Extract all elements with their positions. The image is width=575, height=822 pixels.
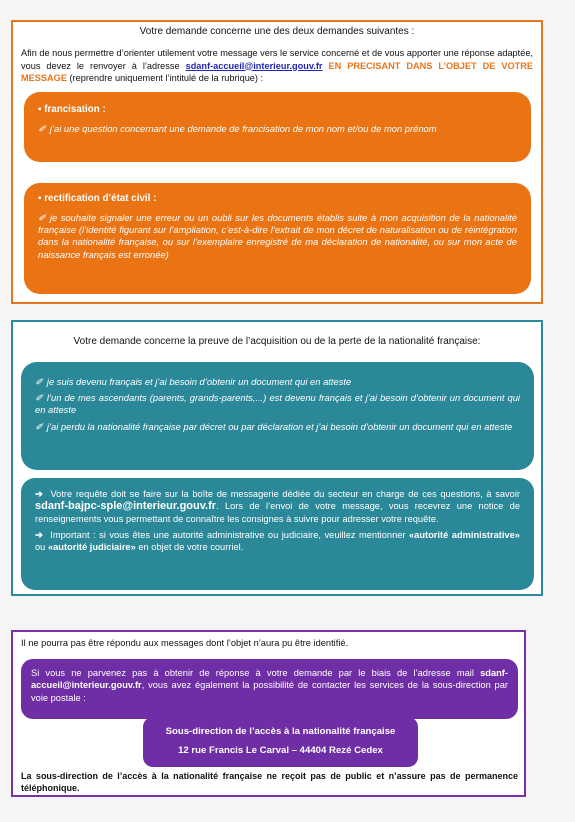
important-label: Important [50,529,90,540]
proof-case-2: ✐ l’un de mes ascendants (parents, grands-parents,...) est devenu français et j’ai besoin d’obtenir un document qui en atteste [35,392,520,416]
rectification-heading: ▪ rectification d’état civil : [38,193,157,204]
proof-case-1: ✐ je suis devenu français et j’ai besoin d’obtenir un document qui en atteste [35,376,352,387]
pencil-icon: ✐ [35,420,43,432]
proof-cases-panel [21,362,534,470]
postal-address-panel [143,717,418,767]
proof-title: Votre demande concerne la preuve de l’acquisition ou de la perte de la nationalité française: [73,336,481,347]
proof-instructions-panel: ➔ Votre requête doit se faire sur la boîte de messagerie dédiée du secteur en charge de ces questions, à savoir sdanf-bajpc-sple@interieur.gouv.fr. Lors de l’envoi de votre message, vous recevrez une notice de renseignements vous permettant de connaître les consignes à suivre pour adresser votre requête. ➔ Important : si vous êtes une autorité administrative ou judiciaire, veuillez mentionner «autorité administrative» ou «autorité judiciaire» en objet de votre courriel. [21,478,534,590]
arrow-right-icon: ➔ [35,489,43,499]
nationality-proof-box [11,320,543,596]
pencil-icon: ✐ [35,392,43,404]
bajpc-email-link[interactable]: sdanf-bajpc-sple@interieur.gouv.fr [35,500,217,513]
francisation-heading: ▪ francisation : [38,104,106,115]
pencil-icon: ✐ [38,212,46,223]
accueil-email-link[interactable]: sdanf-accueil@interieur.gouv.fr [185,60,323,71]
address-line1: Sous-direction de l’accès à la nationalité française [165,726,396,737]
requests-box [11,20,543,304]
francisation-panel [24,92,531,162]
accueil-email-link-2[interactable]: sdanf-accueil@interieur.gouv.fr [31,668,508,691]
rectification-panel [24,183,531,294]
no-public-notice: La sous-direction de l’accès à la nationalité française ne reçoit pas de public et n’assure pas de permanence téléphonique. [21,771,518,793]
francisation-text: j’ai une question concernant une demande de francisation de mon nom et/ou de mon prénom [49,123,437,134]
pencil-icon: ✐ [38,123,46,134]
requests-title: Votre demande concerne une des deux demandes suivantes : [139,26,415,37]
requests-intro: Afin de nous permettre d’orienter utilement votre message vers le service concerné et de vous apporter une réponse adaptée, vous devez le renvoyer à l’adresse sdanf-accueil@interieur.gouv.fr EN PRECISANT DANS L’OBJET DE VOTRE MESSAGE (reprendre uniquement l’intitulé de la rubrique) : [21,48,533,83]
pencil-icon: ✐ [35,376,43,387]
address-line2: 12 rue Francis Le Carval – 44404 Rezé Cedex [178,745,383,756]
postal-contact-panel: Si vous ne parvenez pas à obtenir de réponse à votre demande par le biais de l’adresse mail sdanf-accueil@interieur.gouv.fr, vous avez également la possibilité de contacter les services de la sous-direction par voie postale : [21,659,518,719]
contact-box [11,630,526,797]
arrow-right-icon: ➔ [35,529,43,540]
rectification-text: je souhaite signaler une erreur ou un oubli sur les documents établis suite à mon acquisition de la nationalité française (l’identité figurant sur l’ampliation, c’est-à-dire l’extrait de mon décret de naturalisation ou de réintégration dans la nationalité française, ou sur l’exemplaire enregistré de ma déclaration de nationalité, ou sur mon acte de naissance français est erronée) [38,212,517,260]
unidentified-warning: Il ne pourra pas être répondu aux messages dont l’objet n’aura pu être identifié. [21,638,349,648]
proof-case-3: ✐ j’ai perdu la nationalité française par décret ou par déclaration et j’ai besoin d’obtenir un document qui en atteste [35,420,513,432]
